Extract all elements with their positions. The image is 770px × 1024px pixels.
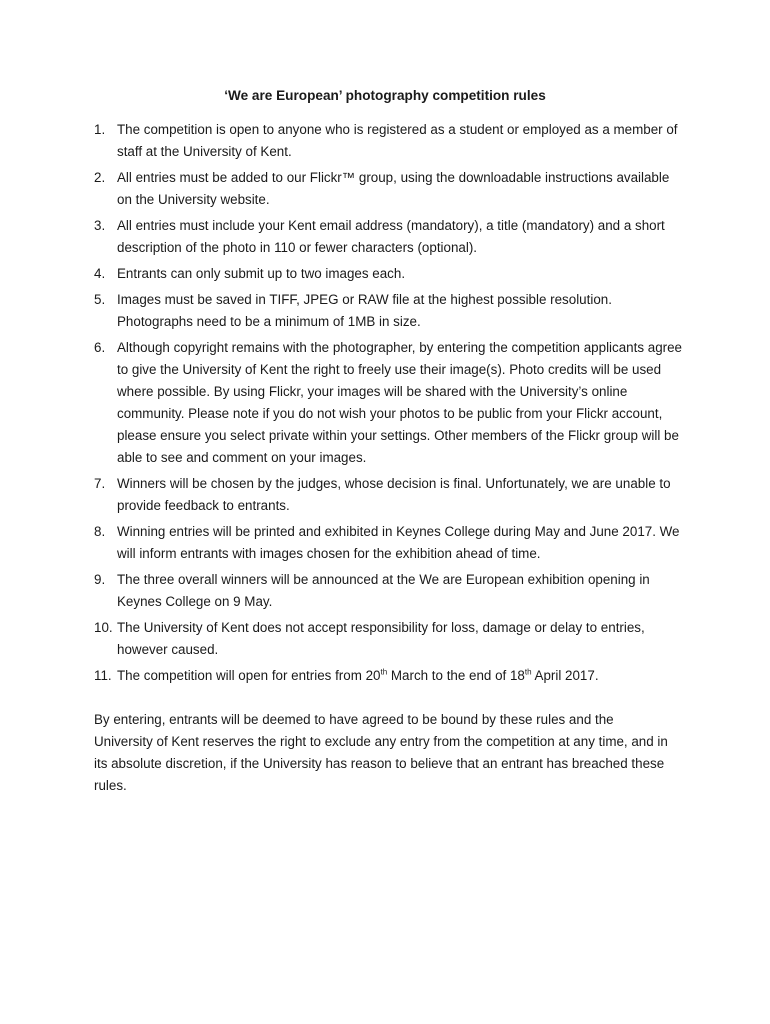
rules-list [94, 119, 684, 691]
rule-number: 1. [94, 122, 106, 137]
ordinal-suffix: th [524, 667, 532, 677]
rule-number: 6. [94, 340, 106, 355]
closing-paragraph: By entering, entrants will be deemed to have agreed to be bound by these rules and the University of Kent reserves the right to exclude any entry from the competition at any time, and in its absolute discretion, if the University has reason to believe that an entrant has breached these rules. [94, 712, 668, 793]
rule-number: 3. [94, 218, 106, 233]
rule-text: The University of Kent does not accept responsibility for loss, damage or delay to entries, however caused. [117, 620, 645, 657]
rule-text: Winners will be chosen by the judges, whose decision is final. Unfortunately, we are unable to provide feedback to entrants. [117, 476, 671, 513]
rule-text: Winning entries will be printed and exhibited in Keynes College during May and June 2017. We will inform entrants with images chosen for the exhibition ahead of time. [117, 524, 680, 561]
rule-item-1 [94, 119, 684, 163]
rule-text-part: The competition will open for entries from 20 [117, 668, 381, 683]
rule-number: 9. [94, 572, 106, 587]
rule-text: Images must be saved in TIFF, JPEG or RAW file at the highest possible resolution. Photographs need to be a minimum of 1MB in size. [117, 292, 612, 329]
rule-number: 11. [94, 668, 112, 683]
rule-text: Entrants can only submit up to two images each. [117, 266, 406, 281]
rule-text: The three overall winners will be announced at the We are European exhibition opening in Keynes College on 9 May. [117, 572, 650, 609]
rule-item-2 [94, 167, 684, 211]
rule-item-3 [94, 215, 684, 259]
rule-text-part: March to the end of 18 [387, 668, 525, 683]
rule-text [117, 665, 684, 687]
ordinal-suffix: th [380, 667, 388, 677]
rule-item-9 [94, 569, 684, 613]
rule-text: All entries must include your Kent email address (mandatory), a title (mandatory) and a short description of the photo in 110 or fewer characters (optional). [117, 218, 665, 255]
rule-number: 2. [94, 170, 106, 185]
rule-item-4 [94, 263, 684, 285]
document-title: ‘We are European’ photography competition rules [224, 88, 546, 103]
rule-number: 10. [94, 620, 113, 635]
rule-text-part: April 2017. [531, 668, 599, 683]
rule-item-6 [94, 337, 684, 469]
rule-text: All entries must be added to our Flickr™ group, using the downloadable instructions available on the University website. [117, 170, 670, 207]
rule-number: 4. [94, 266, 106, 281]
rule-number: 5. [94, 292, 106, 307]
rule-item-5 [94, 289, 684, 333]
rule-text: The competition is open to anyone who is registered as a student or employed as a member of staff at the University of Kent. [117, 122, 678, 159]
rule-text: Although copyright remains with the photographer, by entering the competition applicants agree to give the University of Kent the right to freely use their image(s). Photo credits will be used where possible. By using Flickr, your images will be shared with the University’s online community. Please note if you do not wish your photos to be public from your Flickr account, please ensure you select private within your settings. Other members of the Flickr group will be able to see and comment on your images. [117, 340, 682, 465]
rule-item-10 [94, 617, 684, 661]
rule-item-8 [94, 521, 684, 565]
rule-item-7 [94, 473, 684, 517]
rule-item-11 [94, 665, 684, 687]
rule-number: 7. [94, 476, 106, 491]
rule-number: 8. [94, 524, 106, 539]
